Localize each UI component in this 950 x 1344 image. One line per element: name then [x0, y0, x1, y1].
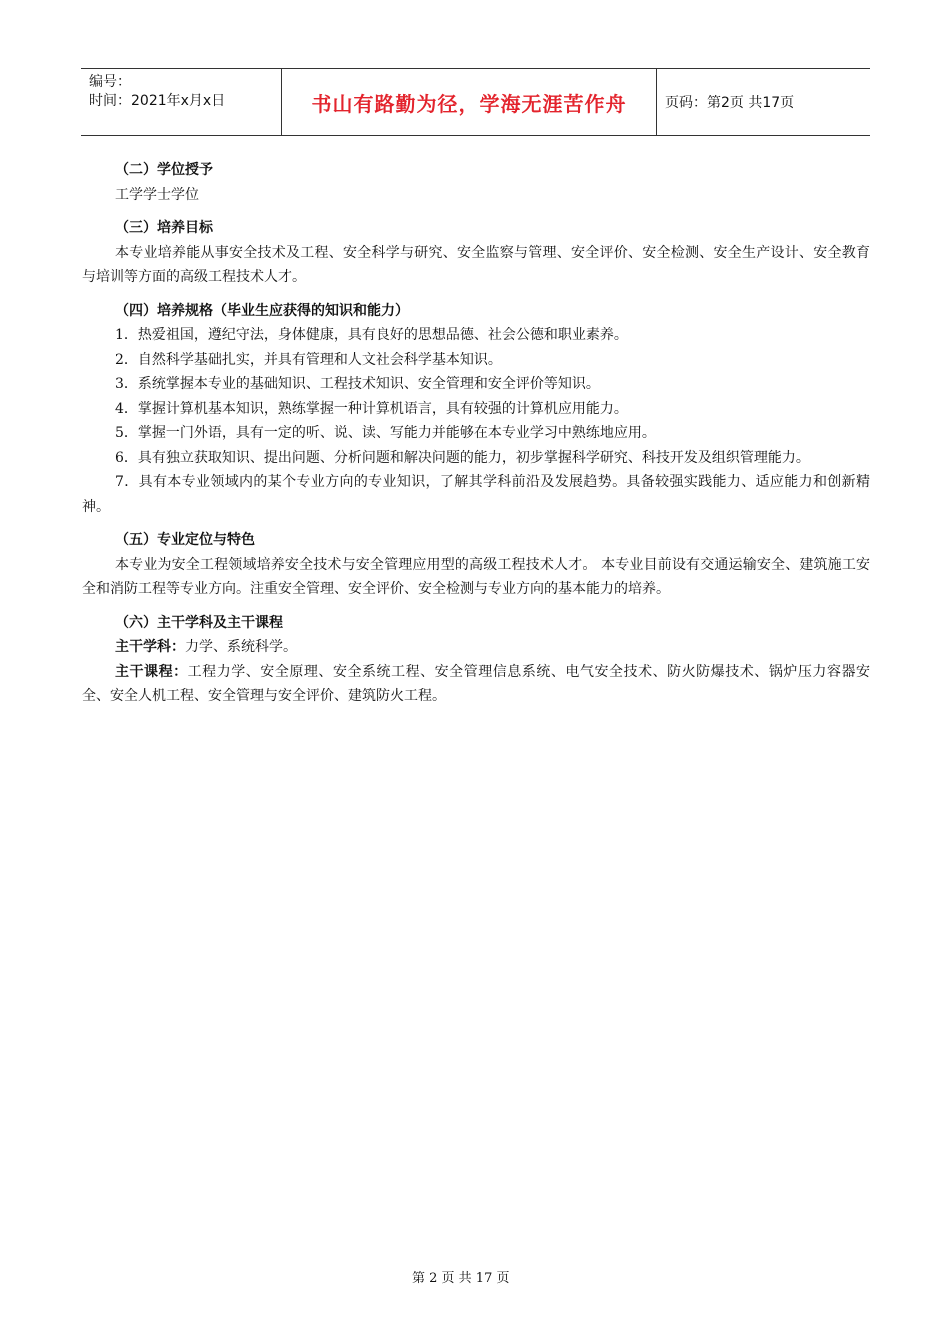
list-item: 7．具有本专业领域内的某个专业方向的专业知识，了解其学科前沿及发展趋势。具备较强实践能力、适应能力和创新精神。: [82, 474, 870, 515]
number-label: 编号：: [89, 74, 131, 90]
list-item: 4．掌握计算机基本知识，熟练掌握一种计算机语言，具有较强的计算机应用能力。: [115, 400, 628, 417]
list-item: 6．具有独立获取知识、提出问题、分析问题和解决问题的能力，初步掌握科学研究、科技开发及组织管理能力。: [115, 449, 810, 466]
document-body: [82, 158, 870, 718]
main-subject-text: 力学、系统科学。: [185, 639, 297, 655]
section-text: 本专业为安全工程领域培养安全技术与安全管理应用型的高级工程技术人才。 本专业目前设有交通运输安全、建筑施工安全和消防工程等专业方向。注重安全管理、安全评价、安全检测与专业方向的基本能力的培养。: [82, 556, 870, 597]
main-subject-line: [82, 635, 870, 660]
section-text: 本专业培养能从事安全技术及工程、安全科学与研究、安全监察与管理、安全评价、安全检测、安全生产设计、安全教育与培训等方面的高级工程技术人才。: [82, 244, 870, 285]
section-position: [82, 528, 870, 602]
page-footer: 第 2 页 共 17 页: [412, 1271, 510, 1286]
page-header: [81, 68, 870, 136]
header-motto: 书山有路勤为径，学海无涯苦作舟: [282, 69, 657, 135]
list-item: 5．掌握一门外语，具有一定的听、说、读、写能力并能够在本专业学习中熟练地应用。: [115, 425, 656, 441]
header-page-code: 页码：第2页 共17页: [665, 95, 795, 111]
main-course-text: 工程力学、安全原理、安全系统工程、安全管理信息系统、电气安全技术、防火防爆技术、锅炉压力容器安全、安全人机工程、安全管理与安全评价、建筑防火工程。: [82, 663, 871, 704]
main-course-label: 主干课程：: [115, 663, 188, 680]
section-spec: [82, 299, 870, 520]
section-title: （二）学位授予: [115, 162, 213, 178]
list-item: 2．自然科学基础扎实，并具有管理和人文社会科学基本知识。: [115, 351, 502, 368]
time-label: 时间：2021年x月x日: [89, 93, 226, 109]
main-course-line: [82, 660, 870, 709]
section-title: （六）主干学科及主干课程: [115, 614, 283, 631]
section-title: （四）培养规格（毕业生应获得的知识和能力）: [115, 302, 409, 319]
list-item: 3．系统掌握本专业的基础知识、工程技术知识、安全管理和安全评价等知识。: [115, 376, 600, 392]
section-title: （五）专业定位与特色: [115, 532, 255, 548]
header-info-cell: [81, 69, 282, 135]
section-text: 工学学士学位: [115, 186, 199, 203]
main-subject-label: 主干学科：: [115, 639, 185, 655]
list-item: 1．热爱祖国，遵纪守法，身体健康，具有良好的思想品德、社会公德和职业素养。: [115, 327, 628, 343]
section-degree: [82, 158, 870, 207]
section-subjects: [82, 611, 870, 709]
section-goal: [82, 216, 870, 290]
section-title: （三）培养目标: [115, 220, 213, 236]
